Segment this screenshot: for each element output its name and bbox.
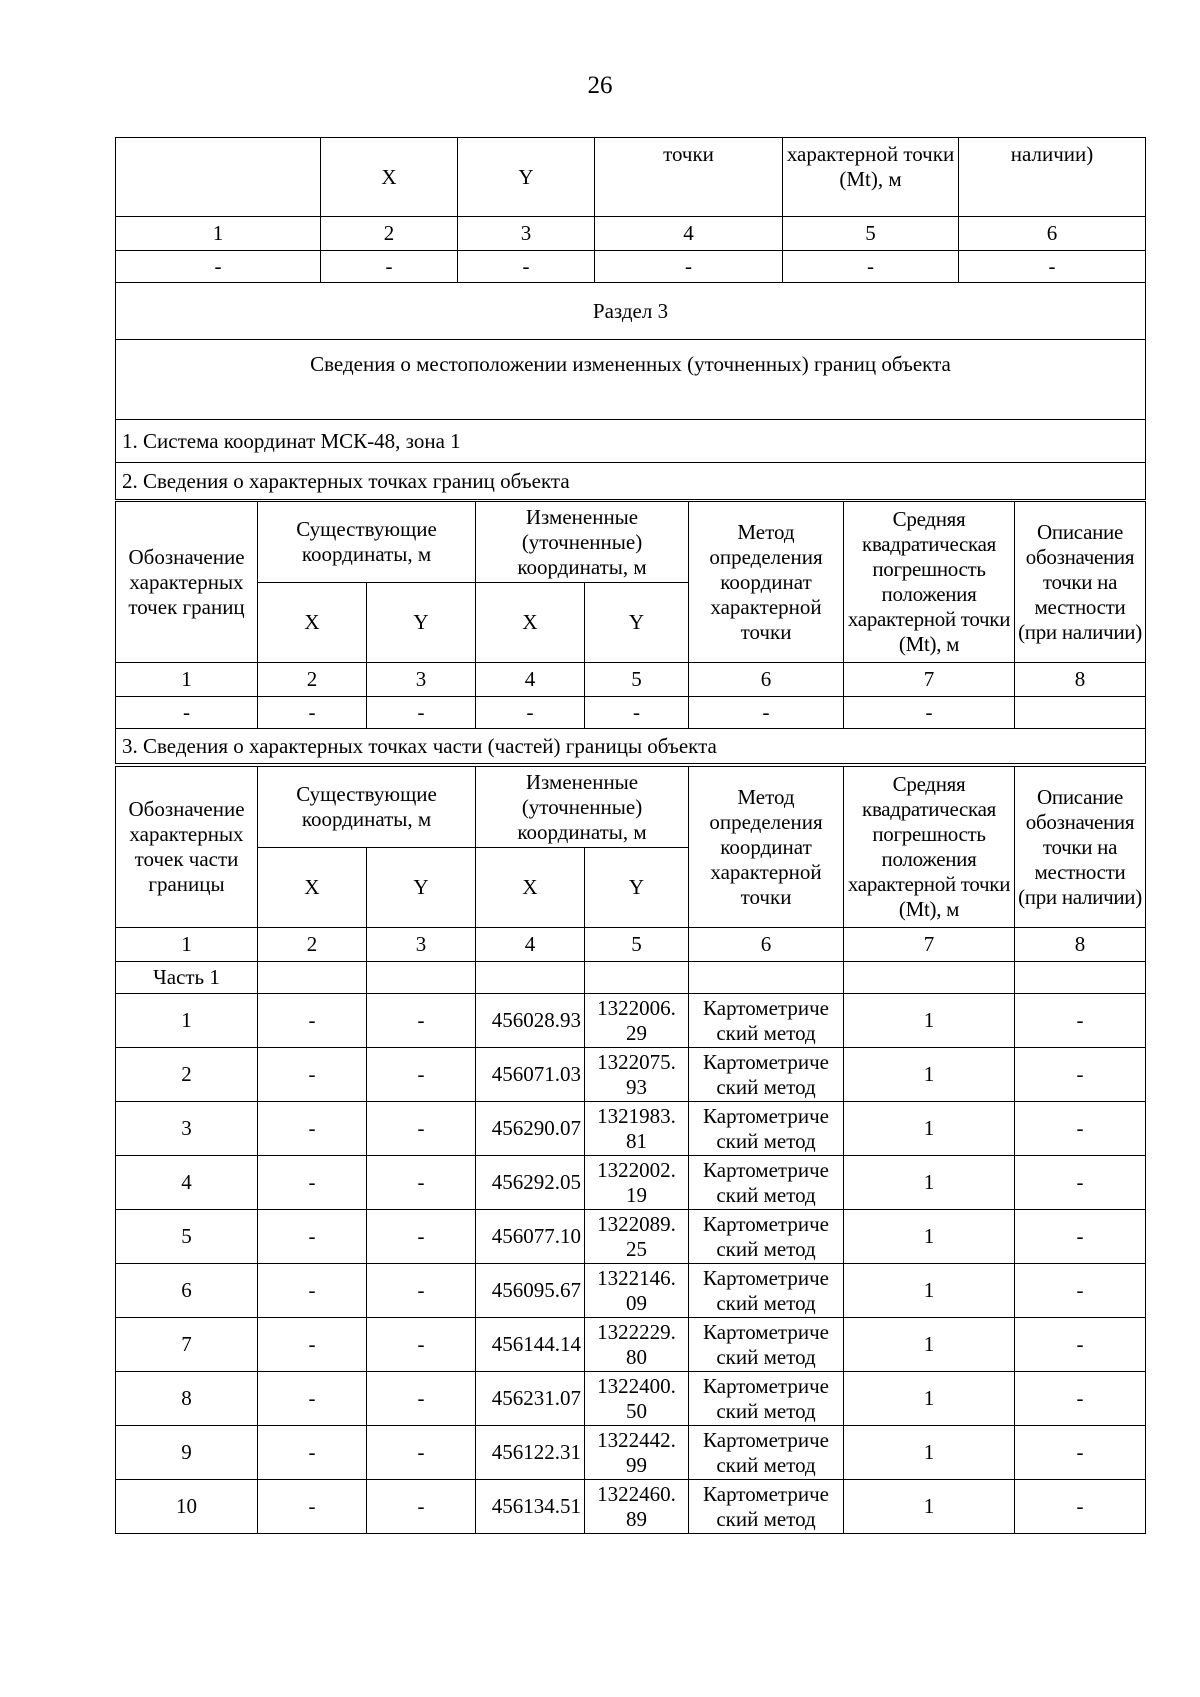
table-cell	[1015, 697, 1146, 729]
x-new-value: 456095.67	[476, 1264, 585, 1318]
x-header: X	[258, 583, 367, 663]
y-new-value	[585, 1480, 689, 1534]
method-line2: ский метод	[716, 1236, 816, 1261]
y-new-value-line1: 1322075.	[597, 1049, 676, 1074]
column-number: 8	[1015, 928, 1146, 962]
method-value	[689, 1048, 844, 1102]
y-new-value-line1: 1322229.	[597, 1319, 676, 1344]
y-new-value-line2: 93	[626, 1074, 647, 1099]
x-old-value: -	[258, 1156, 367, 1210]
mt-value: 1	[844, 994, 1015, 1048]
method-line2: ский метод	[716, 1398, 816, 1423]
point-number: 6	[116, 1264, 258, 1318]
table-row	[116, 1102, 1146, 1156]
y-old-value: -	[367, 1264, 476, 1318]
mt-value: 1	[844, 1480, 1015, 1534]
x-header: X	[258, 848, 367, 928]
method-line1: Картометриче	[703, 1319, 829, 1344]
mt-value: 1	[844, 1318, 1015, 1372]
column-number: 4	[595, 217, 783, 251]
method-value	[689, 1264, 844, 1318]
mt-value: 1	[844, 1372, 1015, 1426]
column-number: 1	[116, 928, 258, 962]
table-cell	[689, 962, 844, 994]
y-new-value	[585, 1210, 689, 1264]
y-new-value-line1: 1322006.	[597, 995, 676, 1020]
table-cell: -	[585, 697, 689, 729]
column-number: 6	[689, 663, 844, 697]
part-boundary-heading: 3. Сведения о характерных точках части (частей) границы объекта	[116, 729, 1146, 764]
y-new-value-line2: 99	[626, 1452, 647, 1477]
x-new-value: 456290.07	[476, 1102, 585, 1156]
y-header: Y	[585, 583, 689, 663]
page-number: 26	[587, 72, 613, 99]
method-value	[689, 1318, 844, 1372]
part-boundary-points-table	[115, 766, 1146, 1534]
point-number: 2	[116, 1048, 258, 1102]
method-line1: Картометриче	[703, 1157, 829, 1182]
y-new-value-line1: 1322400.	[597, 1373, 676, 1398]
point-number: 3	[116, 1102, 258, 1156]
method-line1: Картометриче	[703, 1481, 829, 1506]
x-old-value: -	[258, 1426, 367, 1480]
x-old-value: -	[258, 1048, 367, 1102]
y-new-value-line1: 1322089.	[597, 1211, 676, 1236]
table-header-fragment-row	[116, 138, 1146, 217]
method-value	[689, 1372, 844, 1426]
y-old-value: -	[367, 1210, 476, 1264]
continued-table	[115, 137, 1146, 500]
column-number: 7	[844, 928, 1015, 962]
y-new-value-line2: 09	[626, 1290, 647, 1315]
table-row	[116, 994, 1146, 1048]
existing-coords-header: Существующие координаты, м	[258, 767, 476, 848]
y-new-value-line1: 1322002.	[597, 1157, 676, 1182]
point-designation-header: Обозначение характерных точек части границы	[116, 767, 258, 928]
description-value: -	[1015, 1102, 1146, 1156]
y-new-value	[585, 1372, 689, 1426]
y-new-value-line2: 81	[626, 1128, 647, 1153]
table-cell	[585, 962, 689, 994]
y-new-value	[585, 1318, 689, 1372]
method-value	[689, 1210, 844, 1264]
column-number: 5	[585, 928, 689, 962]
x-old-value: -	[258, 1264, 367, 1318]
description-value: -	[1015, 1264, 1146, 1318]
x-header: X	[476, 848, 585, 928]
point-number: 7	[116, 1318, 258, 1372]
column-number-row	[116, 663, 1146, 697]
x-new-value: 456071.03	[476, 1048, 585, 1102]
x-new-value: 456134.51	[476, 1480, 585, 1534]
mt-value: 1	[844, 1264, 1015, 1318]
boundary-points-table	[115, 501, 1146, 764]
y-new-value	[585, 1426, 689, 1480]
column-number: 4	[476, 928, 585, 962]
description-value: -	[1015, 1480, 1146, 1534]
x-new-value: 456028.93	[476, 994, 585, 1048]
y-new-value-line2: 25	[626, 1236, 647, 1261]
mt-value: 1	[844, 1426, 1015, 1480]
x-old-value: -	[258, 994, 367, 1048]
y-new-value-line2: 80	[626, 1344, 647, 1369]
part-label-row	[116, 962, 1146, 994]
description-value: -	[1015, 1156, 1146, 1210]
mt-value: 1	[844, 1048, 1015, 1102]
method-line1: Картометриче	[703, 995, 829, 1020]
point-designation-header: Обозначение характерных точек границ	[116, 502, 258, 663]
method-line1: Картометриче	[703, 1103, 829, 1128]
table-row	[116, 1264, 1146, 1318]
y-new-value-line2: 29	[626, 1020, 647, 1045]
point-number: 1	[116, 994, 258, 1048]
table-row	[116, 1048, 1146, 1102]
column-number: 1	[116, 217, 321, 251]
method-line2: ский метод	[716, 1290, 816, 1315]
table-cell: -	[321, 251, 458, 283]
method-line2: ский метод	[716, 1506, 816, 1531]
method-line1: Картометриче	[703, 1427, 829, 1452]
table-cell: -	[116, 251, 321, 283]
description-value: -	[1015, 994, 1146, 1048]
column-number: 5	[585, 663, 689, 697]
column-number: 3	[367, 663, 476, 697]
table-row	[116, 1426, 1146, 1480]
method-line2: ский метод	[716, 1182, 816, 1207]
existing-coords-header: Существующие координаты, м	[258, 502, 476, 583]
x-new-value: 456292.05	[476, 1156, 585, 1210]
boundary-points-heading: 2. Сведения о характерных точках границ объекта	[116, 463, 1146, 500]
rms-error-header: Средняя квадратическая погрешность положения характерной точки (Mt), м	[844, 767, 1015, 928]
table-cell	[258, 962, 367, 994]
mt-value: 1	[844, 1210, 1015, 1264]
header-cell-x: X	[321, 138, 458, 217]
rms-error-header: Средняя квадратическая погрешность положения характерной точки (Mt), м	[844, 502, 1015, 663]
x-new-value: 456077.10	[476, 1210, 585, 1264]
column-number: 2	[258, 928, 367, 962]
method-value	[689, 1102, 844, 1156]
changed-coords-header: Измененные (уточненные) координаты, м	[476, 502, 689, 583]
table-cell: -	[959, 251, 1146, 283]
mt-value: 1	[844, 1102, 1015, 1156]
y-old-value: -	[367, 1156, 476, 1210]
y-old-value: -	[367, 1426, 476, 1480]
description-value: -	[1015, 1318, 1146, 1372]
table-row	[116, 1372, 1146, 1426]
table-row	[116, 1480, 1146, 1534]
column-number: 2	[258, 663, 367, 697]
header-cell	[116, 138, 321, 217]
method-line1: Картометриче	[703, 1211, 829, 1236]
y-new-value	[585, 1264, 689, 1318]
y-new-value	[585, 1156, 689, 1210]
point-number: 4	[116, 1156, 258, 1210]
y-new-value-line1: 1322460.	[597, 1481, 676, 1506]
description-value: -	[1015, 1426, 1146, 1480]
table-cell	[476, 962, 585, 994]
x-new-value: 456144.14	[476, 1318, 585, 1372]
y-old-value: -	[367, 1318, 476, 1372]
table-cell: -	[476, 697, 585, 729]
y-new-value-line1: 1322146.	[597, 1265, 676, 1290]
table-cell: -	[689, 697, 844, 729]
y-new-value	[585, 1048, 689, 1102]
description-header: Описание обозначения точки на местности (при наличии)	[1015, 767, 1146, 928]
y-new-value-line2: 50	[626, 1398, 647, 1423]
y-header: Y	[367, 583, 476, 663]
y-new-value	[585, 1102, 689, 1156]
x-new-value: 456231.07	[476, 1372, 585, 1426]
point-number: 8	[116, 1372, 258, 1426]
point-number: 9	[116, 1426, 258, 1480]
point-number: 5	[116, 1210, 258, 1264]
method-line2: ский метод	[716, 1452, 816, 1477]
column-number: 1	[116, 663, 258, 697]
y-old-value: -	[367, 1372, 476, 1426]
table-cell: -	[783, 251, 959, 283]
y-new-value-line1: 1322442.	[597, 1427, 676, 1452]
description-header: Описание обозначения точки на местности (при наличии)	[1015, 502, 1146, 663]
empty-data-row	[116, 697, 1146, 729]
method-value	[689, 1426, 844, 1480]
x-old-value: -	[258, 1480, 367, 1534]
table-row	[116, 1156, 1146, 1210]
method-line2: ский метод	[716, 1020, 816, 1045]
x-old-value: -	[258, 1102, 367, 1156]
table-cell	[844, 962, 1015, 994]
x-old-value: -	[258, 1210, 367, 1264]
table-cell: -	[844, 697, 1015, 729]
x-old-value: -	[258, 1318, 367, 1372]
description-value: -	[1015, 1210, 1146, 1264]
method-value	[689, 1480, 844, 1534]
method-line1: Картометриче	[703, 1373, 829, 1398]
column-number-row	[116, 217, 1146, 251]
y-new-value	[585, 994, 689, 1048]
column-number: 8	[1015, 663, 1146, 697]
x-header: X	[476, 583, 585, 663]
description-value: -	[1015, 1048, 1146, 1102]
method-line2: ский метод	[716, 1074, 816, 1099]
section-title: Раздел 3	[116, 283, 1146, 340]
x-new-value: 456122.31	[476, 1426, 585, 1480]
point-number: 10	[116, 1480, 258, 1534]
table-row	[116, 1210, 1146, 1264]
y-old-value: -	[367, 994, 476, 1048]
y-new-value-line1: 1321983.	[597, 1103, 676, 1128]
column-number: 5	[783, 217, 959, 251]
header-cell: характерной точки (Mt), м	[783, 138, 959, 217]
method-line1: Картометриче	[703, 1049, 829, 1074]
method-line1: Картометриче	[703, 1265, 829, 1290]
column-number: 4	[476, 663, 585, 697]
table-cell: -	[367, 697, 476, 729]
y-header: Y	[367, 848, 476, 928]
table-row	[116, 1318, 1146, 1372]
section-subtitle: Сведения о местоположении измененных (уточненных) границ объекта	[116, 340, 1146, 420]
table-cell	[1015, 962, 1146, 994]
y-new-value-line2: 89	[626, 1506, 647, 1531]
column-number: 3	[458, 217, 595, 251]
y-old-value: -	[367, 1480, 476, 1534]
y-old-value: -	[367, 1102, 476, 1156]
header-cell-y: Y	[458, 138, 595, 217]
y-header: Y	[585, 848, 689, 928]
mt-value: 1	[844, 1156, 1015, 1210]
part-label: Часть 1	[116, 962, 258, 994]
method-header: Метод определения координат характерной точки	[689, 767, 844, 928]
method-line2: ский метод	[716, 1344, 816, 1369]
header-cell: точки	[595, 138, 783, 217]
table-cell: -	[258, 697, 367, 729]
changed-coords-header: Измененные (уточненные) координаты, м	[476, 767, 689, 848]
column-number: 6	[689, 928, 844, 962]
header-cell: наличии)	[959, 138, 1146, 217]
column-number: 2	[321, 217, 458, 251]
table-cell: -	[116, 697, 258, 729]
description-value: -	[1015, 1372, 1146, 1426]
column-number: 7	[844, 663, 1015, 697]
y-new-value-line2: 19	[626, 1182, 647, 1207]
table-cell: -	[458, 251, 595, 283]
column-number: 6	[959, 217, 1146, 251]
table-cell	[367, 962, 476, 994]
y-old-value: -	[367, 1048, 476, 1102]
empty-data-row	[116, 251, 1146, 283]
method-line2: ский метод	[716, 1128, 816, 1153]
column-number-row	[116, 928, 1146, 962]
method-header: Метод определения координат характерной точки	[689, 502, 844, 663]
method-value	[689, 994, 844, 1048]
method-value	[689, 1156, 844, 1210]
table-cell: -	[595, 251, 783, 283]
coordinate-system: 1. Система координат МСК-48, зона 1	[116, 420, 1146, 463]
column-number: 3	[367, 928, 476, 962]
x-old-value: -	[258, 1372, 367, 1426]
